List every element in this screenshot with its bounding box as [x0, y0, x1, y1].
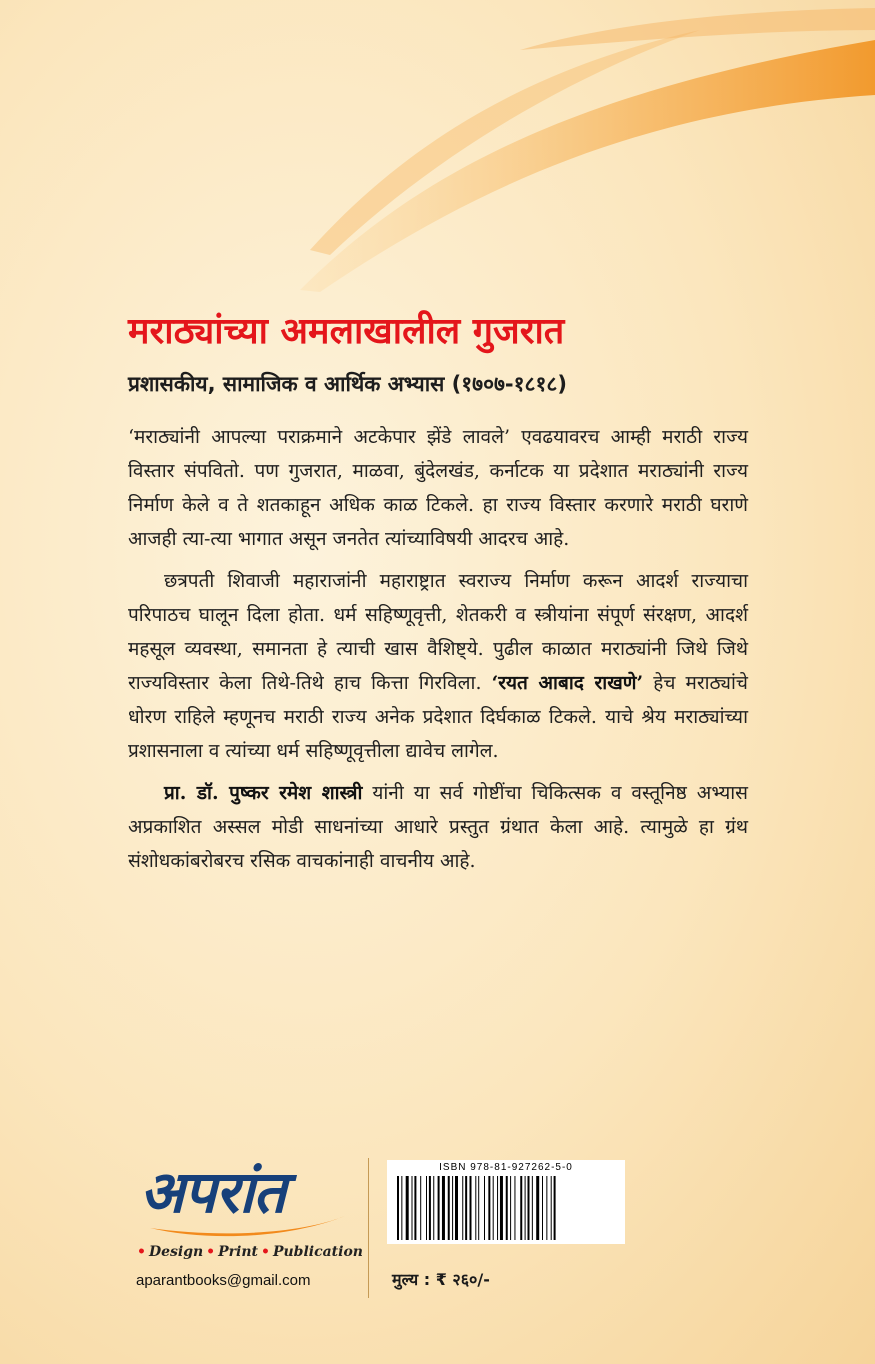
- blurb-paragraph-1: ‘मराठ्यांनी आपल्या पराक्रमाने अटकेपार झेंडे लावले’ एवढयावरच आम्ही मराठी राज्य विस्तार संपवितो. पण गुजरात, माळवा, बुंदेलखंड, कर्नाटक या प्रदेशात मराठ्यांनी राज्य निर्माण केले व ते शतकाहून अधिक काळ टिकले. हा राज्य विस्तार करणारे मराठी घराणे आजही त्या-त्या भागात असून जनतेत त्यांच्याविषयी आदरच आहे.: [128, 426, 748, 550]
- blurb-paragraph-3: [128, 776, 748, 878]
- barcode-bars: [397, 1176, 615, 1240]
- book-subtitle: प्रशासकीय, सामाजिक व आर्थिक अभ्यास (१७०७-१८१८): [128, 372, 567, 396]
- author-name: प्रा. डॉ. पुष्कर रमेश शास्त्री: [164, 782, 363, 804]
- publisher-email: aparantbooks@gmail.com: [136, 1272, 311, 1289]
- logo-swoosh-icon: [130, 1212, 350, 1242]
- blurb: [128, 420, 748, 886]
- decorative-swoosh: [0, 0, 875, 320]
- publisher-logo: [130, 1150, 363, 1295]
- blurb-p3-text: यांनी या सर्व गोष्टींचा चिकित्सक व वस्तूनिष्ठ अभ्यास अप्रकाशित अस्सल मोडी साधनांच्या आधारे प्रस्तुत ग्रंथात केला आहे. त्यामुळे हा ग्रंथ संशोधकांबरोबरच रसिक वाचकांनाही वाचनीय आहे.: [128, 782, 749, 872]
- publisher-logo-text: अपरांत: [140, 1158, 286, 1226]
- blurb-p2-highlight: ‘रयत आबाद राखणे’: [491, 672, 644, 694]
- blurb-p2-text-b: हेच मराठ्यांचे धोरण राहिले म्हणूनच मराठी राज्य अनेक प्रदेशात दिर्घकाळ टिकले. याचे श्रेय मराठ्यांच्या प्रशासनाला व त्यांच्या धर्म सहिष्णूवृत्तीला द्यावेच लागेल.: [128, 672, 748, 762]
- blurb-p2-text-a: छत्रपती शिवाजी महाराजांनी महाराष्ट्रात स्वराज्य निर्माण करून आदर्श राज्याचा परिपाठच घालून दिला होता. धर्म सहिष्णूवृत्ती, शेतकरी व स्त्रीयांना संपूर्ण संरक्षण, आदर्श महसूल व्यवस्था, समानता हे त्याची खास वैशिष्ट्ये. पुढील काळात मराठ्यांनी जिथे जिथे राज्यविस्तार केला तिथे-तिथे हाच कित्ता गिरविला.: [128, 570, 748, 694]
- publisher-tagline: • Design • Print • Publication: [137, 1244, 363, 1260]
- price: मुल्य : ₹ २६०/-: [392, 1270, 490, 1289]
- isbn-barcode: [387, 1160, 625, 1244]
- book-title: मराठ्यांच्या अमलाखालील गुजरात: [128, 311, 565, 352]
- divider: [368, 1158, 369, 1298]
- isbn-text: ISBN 978-81-927262-5-0: [439, 1162, 573, 1173]
- blurb-paragraph-2: [128, 564, 748, 768]
